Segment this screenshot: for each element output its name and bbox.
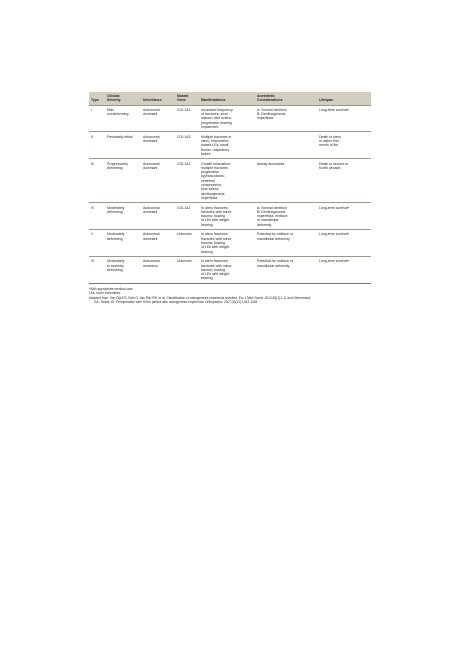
cell-gene: COL1A2	[175, 132, 199, 159]
cell-manifestations: Growth retardation; multiple fractures; progressive kyphoscoliosis; vertebral compression; blue sclera; dentinogenesis imperfecta	[199, 159, 255, 203]
cell-lifespan: Death in utero or within first month of life	[317, 132, 371, 159]
cell-manifestations: In utero fractures; fractures with minor trauma; bowing of LEs with weight bearing	[199, 257, 255, 284]
cell-inheritance: Autosomal recessive	[141, 257, 175, 284]
cell-anesthetic: A: Normal dentition B: Dentinogenesis imperfecta	[255, 105, 317, 132]
cell-severity: Perinatally lethal	[105, 132, 141, 159]
cell-inheritance: Autosomal dominant	[141, 230, 175, 257]
cell-gene: COL1A2	[175, 203, 199, 230]
cell-inheritance: Autosomal dominant	[141, 159, 175, 203]
cell-inheritance: Autosomal dominant	[141, 105, 175, 132]
footnote-source-line-2: GA, Tobias JD. Perioperative care of the patient with osteogenesis imperfecta. Orthopedics. 2007;30(12):1043-1049.	[94, 299, 259, 304]
cell-gene: Unknown	[175, 230, 199, 257]
cell-manifestations: Multiple fractures in utero; micromelia; bowed LEs; small thorax; respiratory failure	[199, 132, 255, 159]
cell-severity: Moderately to severely deforming	[105, 257, 141, 284]
cell-type: II	[89, 132, 105, 159]
cell-anesthetic	[255, 132, 317, 159]
cell-gene: COL1A2	[175, 159, 199, 203]
header-mutant-gene: Mutant Gene	[177, 94, 189, 103]
cell-gene: Unknown	[175, 257, 199, 284]
cell-lifespan: Long-term survivalᵃ	[317, 257, 371, 284]
cell-manifestations: In utero fractures; fractures with minor trauma; bowing of LEs with weight bearing	[199, 230, 255, 257]
cell-manifestations: In utero fractures; fractures with minor trauma; bowing of LEs with weight bearing	[199, 203, 255, 230]
cell-inheritance: Autosomal dominant	[141, 132, 175, 159]
cell-gene: COL1A1	[175, 105, 199, 132]
cell-severity: Mild, nondeforming	[105, 105, 141, 132]
cell-type: IV	[89, 203, 105, 230]
footnote-source-line-1: Adapted from: Van Dijk FS, Pals G, Van Rijn RR, et al. Classification of osteogenesis imperfecta revisited. Eur J Med Genet. 2010;53(1):1-5, and Sterniewicki	[89, 295, 311, 300]
cell-lifespan: Long-term survivalᵃ	[317, 105, 371, 132]
table-row	[89, 132, 371, 159]
cell-type: V	[89, 230, 105, 257]
cell-anesthetic: Potential for midface or mandibular deformity	[255, 257, 317, 284]
table-row	[89, 159, 371, 203]
cell-type: VI	[89, 257, 105, 284]
cell-severity: Moderately deforming	[105, 230, 141, 257]
osteogenesis-imperfecta-table	[89, 92, 371, 284]
cell-anesthetic: A: Normal dentition B: Dentinogenesis imperfecta; midface or mandibular deformity	[255, 203, 317, 230]
header-lifespan: Lifespan	[319, 98, 334, 103]
footnote-abbreviations: LEs, lower extremities.	[89, 291, 122, 296]
table-footnotes	[89, 287, 371, 304]
cell-severity: Progressively deforming	[105, 159, 141, 203]
header-anesthetic-considerations: Anesthetic Considerations	[257, 94, 283, 103]
table-row	[89, 105, 371, 132]
cell-anesthetic: Airway anomalies	[255, 159, 317, 203]
table-header-row	[89, 92, 371, 105]
cell-lifespan: Long-term survivalᵃ	[317, 203, 371, 230]
header-clinical-severity: Clinical Severity	[107, 94, 121, 103]
table-row	[89, 230, 371, 257]
footnote-medical-care: ᵃWith appropriate medical care.	[89, 286, 134, 291]
cell-lifespan: Death in second to fourth decade	[317, 159, 371, 203]
cell-severity: Moderately deforming	[105, 203, 141, 230]
cell-anesthetic: Potential for midface or mandibular deformity	[255, 230, 317, 257]
header-manifestations: Manifestations	[201, 98, 226, 103]
cell-manifestations: Increased frequency of fractures; short stature; blue sclera; progressive hearing impairment	[199, 105, 255, 132]
header-inheritance: Inheritance	[143, 98, 162, 103]
table-row	[89, 257, 371, 284]
cell-lifespan: Long-term survivalᵃ	[317, 230, 371, 257]
cell-type: I	[89, 105, 105, 132]
header-type: Type	[91, 98, 99, 103]
cell-type: III	[89, 159, 105, 203]
table-row	[89, 203, 371, 230]
osteogenesis-imperfecta-table-block	[89, 92, 371, 304]
cell-inheritance: Autosomal dominant	[141, 203, 175, 230]
